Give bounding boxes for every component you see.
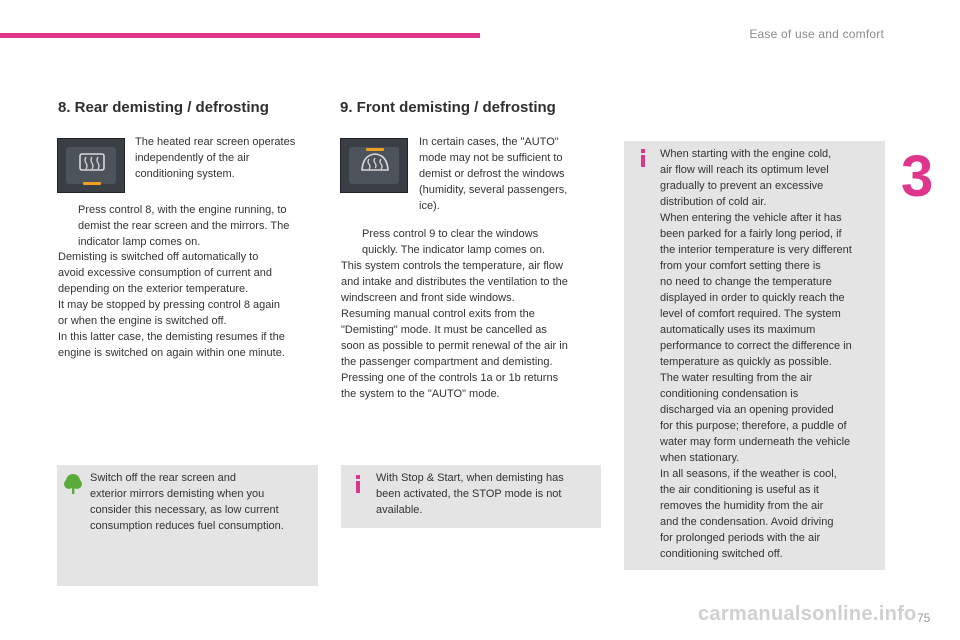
rear-demisting-heading: 8. Rear demisting / defrosting: [58, 99, 269, 116]
front-body: This system controls the temperature, air flow and intake and distributes the ventilation to the windscreen and front side windows. Resuming manual control exits from the "Demisting" mode. It must be cancelled as soon as possible to permit renewal of the air in the passenger compartment and demisting. Pressing one of the controls 1a or 1b returns the system to the "AUTO" mode.: [341, 260, 568, 400]
rear-body: Demisting is switched off automatically to avoid excessive consumption of current and depending on the exterior temperature. It may be stopped by pressing control 8 again or when the engine is switched off. In this latter case, the demisting resumes if the engine is switched on again within one minute.: [58, 251, 285, 359]
climate-info-panel: When starting with the engine cold, air flow will reach its optimum level gradually to prevent an excessive distribution of cold air. When entering the vehicle after it has been parked for a fairly long period, if the interior temperature is very different from your comfort setting there is no need to change the temperature displayed in order to quickly reach the level of comfort required. The system automatically uses its maximum performance to correct the difference in temperature as quickly as possible. The water resulting from the air conditioning condensation is discharged via an opening provided for this purpose; therefore, a puddle of water may form underneath the vehicle when stationary. In all seasons, if the weather is cool, the air conditioning is useful as it removes the humidity from the air and the condensation. Avoid driving for prolonged periods with the air conditioning switched off.: [624, 141, 885, 570]
stop-start-info-panel: With Stop & Start, when demisting has been activated, the STOP mode is not available.: [341, 465, 601, 528]
page-number: 75: [917, 611, 931, 625]
eco-tip-panel: Switch off the rear screen and exterior mirrors demisting when you consider this necessary, as low current consumption reduces fuel consumption.: [57, 465, 318, 586]
watermark-url: carmanualsonline.info: [698, 603, 917, 625]
rear-bullet: Press control 8, with the engine running, to demist the rear screen and the mirrors. The indicator lamp comes on.: [78, 204, 290, 248]
windscreen-demist-icon: [340, 138, 408, 193]
info-icon: [352, 475, 364, 493]
header-accent-bar: [0, 33, 480, 38]
leaf-eco-icon: [63, 473, 83, 495]
front-demisting-heading: 9. Front demisting / defrosting: [340, 99, 556, 116]
info-icon: [637, 149, 649, 167]
rear-intro: The heated rear screen operates independently of the air conditioning system.: [135, 136, 296, 180]
section-title: Ease of use and comfort: [749, 27, 884, 41]
front-intro: In certain cases, the "AUTO" mode may not be sufficient to demist or defrost the windows (humidity, several passengers, ice).: [419, 136, 568, 212]
chapter-number: 3: [901, 144, 934, 209]
rear-screen-demist-icon: [57, 138, 125, 193]
front-bullet: Press control 9 to clear the windows quickly. The indicator lamp comes on.: [362, 228, 546, 256]
